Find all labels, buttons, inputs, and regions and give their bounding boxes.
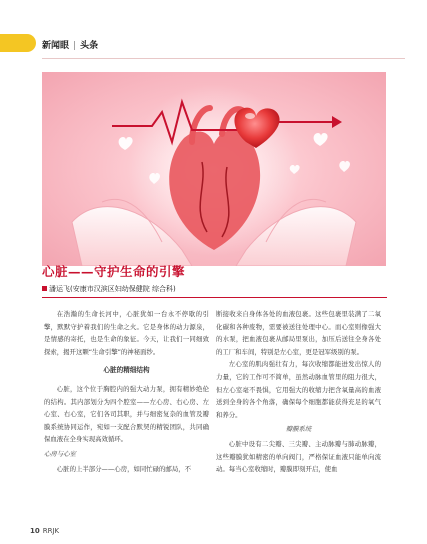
article-title: 心脏——守护生命的引擎: [42, 264, 186, 279]
header-divider: [42, 58, 405, 59]
subhead-valves: 瓣膜系统: [285, 425, 312, 434]
valves-paragraph: 心脏中设有二尖瓣、三尖瓣、主动脉瓣与肺动脉瓣，这些瓣膜犹如精密的单向阀门，严格保证血液只能单向流动。每当心室收缩时，瓣膜即刻开启，使血: [216, 439, 381, 474]
author-marker-icon: [42, 286, 47, 291]
journal-name: RRJK: [42, 527, 60, 535]
small-heart-icon: [119, 137, 133, 150]
section-header: [42, 38, 98, 51]
left-ventricle-paragraph: 左心室的肌肉强壮有力，每次收缩都能迸发出惊人的力量，它的工作可不简单，虽然动脉血管里的阻力很大，但左心室毫不畏惧，它用强大的收缩力把含氧量高的血液送到全身的各个角落，确保每个细胞都能获得充足的氧气和养分。: [216, 360, 381, 419]
hero-illustration: [42, 72, 386, 266]
page-number: 10: [30, 527, 40, 535]
page-footer: [30, 527, 59, 535]
author-line: [42, 284, 176, 294]
right-column: [216, 308, 381, 476]
subhead-structure: 心脏的精细结构: [103, 366, 150, 375]
left-column: [44, 308, 209, 475]
structure-paragraph: 心脏，这个位于胸腔内的强大动力泵，拥有精妙绝伦的结构。其内部划分为四个腔室——左心房、右心房、左心室、右心室，它们各司其职，并与细密复杂的血管及瓣膜系统协同运作，宛如一支配合默契的精锐团队，共同确保血液在全身实现高效循环。: [44, 384, 209, 444]
atria-paragraph: 心脏的上半部分——心房，如同忙碌的邮局，不: [56, 464, 191, 473]
small-heart-icon: [339, 161, 350, 172]
intro-paragraph: 在浩瀚的生命长河中，心脏犹如一台永不停歇的引擎，默默守护着我们的生命之火。它是身体的动力源泉，是情感的寄托，也是生命的象征。今天，让我们一同细致探索，揭开这颗“生命引擎”的神秘面纱。: [44, 310, 209, 356]
header-separator: |: [73, 41, 77, 51]
author-name: 潘运飞(安康市汉滨区妇幼保健院 综合科): [49, 285, 176, 293]
section-tab: [0, 34, 36, 52]
subhead-atria-ventricles: 心房与心室: [44, 449, 76, 458]
heart-in-hands-illustration: [42, 72, 386, 266]
small-heart-icon: [314, 133, 328, 146]
continued-paragraph: 断接收来自身体各处的血液包裹。这些包裹里装满了二氧化碳和各种废物，需要被送往处理中心。而心室则像强大的水泵，把血液包裹从邮局里泵出，加压后送往全身各处的工厂和车间，特别是左心室，更是冠军级别的泵。: [216, 310, 381, 356]
subsection-label: 头条: [80, 41, 99, 51]
section-label: 新闻眼: [42, 41, 70, 51]
author-divider: [42, 297, 387, 298]
